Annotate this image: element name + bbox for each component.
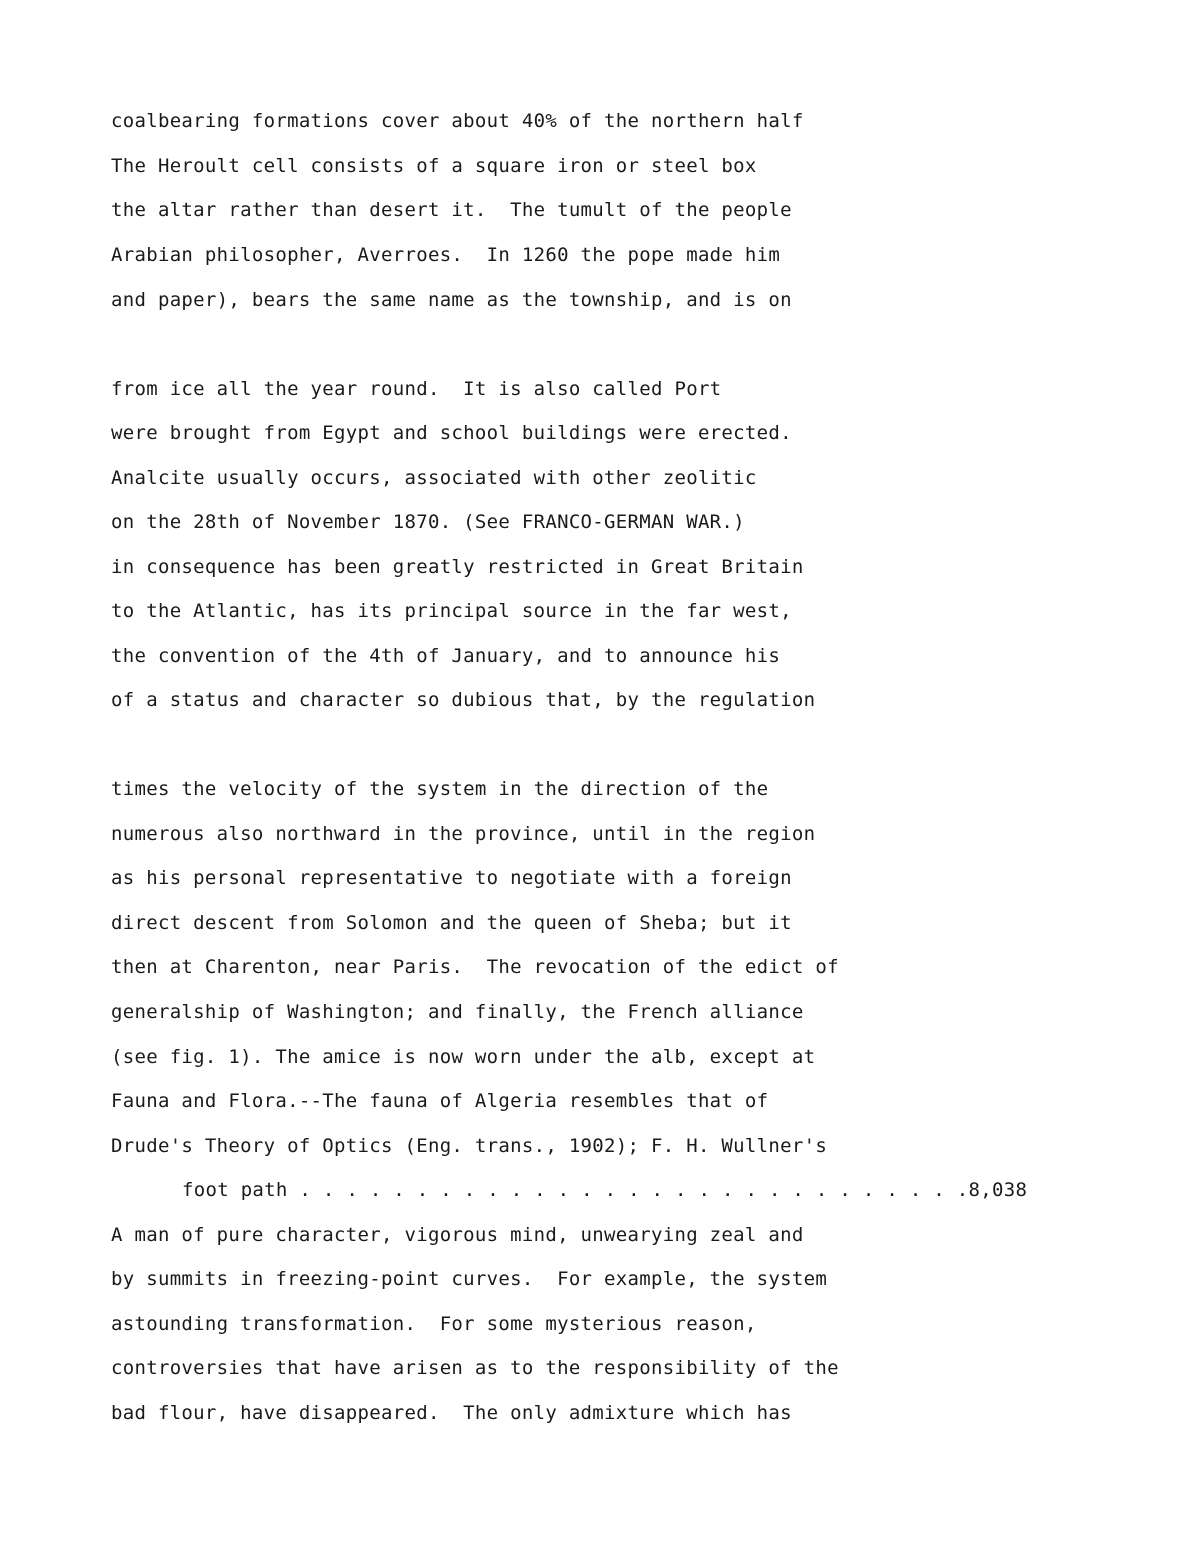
text-line: Drude's Theory of Optics (Eng. trans., 1902); F. H. Wullner's: [111, 1135, 828, 1157]
text-line: on the 28th of November 1870. (See FRANCO-GERMAN WAR.): [111, 511, 745, 533]
text-line: bad flour, have disappeared. The only admixture which has: [111, 1402, 792, 1424]
text-line: The Heroult cell consists of a square iron or steel box: [111, 155, 757, 177]
text-line: numerous also northward in the province, until in the region: [111, 823, 816, 845]
text-line: times the velocity of the system in the direction of the: [111, 778, 769, 800]
text-line: by summits in freezing-point curves. For example, the system: [111, 1268, 828, 1290]
text-line: as his personal representative to negotiate with a foreign: [111, 867, 792, 889]
text-line: from ice all the year round. It is also called Port: [111, 378, 722, 400]
text-line: A man of pure character, vigorous mind, unwearying zeal and: [111, 1224, 804, 1246]
text-line: Arabian philosopher, Averroes. In 1260 the pope made him: [111, 244, 781, 266]
text-line: in consequence has been greatly restricted in Great Britain: [111, 556, 804, 578]
text-line: coalbearing formations cover about 40% of the northern half: [111, 110, 804, 132]
text-line: astounding transformation. For some mysterious reason,: [111, 1313, 757, 1335]
text-line: (see fig. 1). The amice is now worn under the alb, except at: [111, 1046, 816, 1068]
text-line: generalship of Washington; and finally, the French alliance: [111, 1001, 804, 1023]
text-line: to the Atlantic, has its principal source in the far west,: [111, 600, 792, 622]
text-line: of a status and character so dubious that, by the regulation: [111, 689, 816, 711]
text-line: controversies that have arisen as to the responsibility of the: [111, 1357, 839, 1379]
text-line: and paper), bears the same name as the township, and is on: [111, 289, 792, 311]
text-line: Fauna and Flora.--The fauna of Algeria resembles that of: [111, 1090, 769, 1112]
text-line: the altar rather than desert it. The tumult of the people: [111, 199, 792, 221]
text-line: direct descent from Solomon and the queen of Sheba; but it: [111, 912, 792, 934]
text-line: then at Charenton, near Paris. The revocation of the edict of: [111, 956, 839, 978]
text-line: were brought from Egypt and school buildings were erected.: [111, 422, 792, 444]
text-line: Analcite usually occurs, associated with other zeolitic: [111, 467, 757, 489]
text-line: the convention of the 4th of January, and to announce his: [111, 645, 781, 667]
table-entry-line: foot path . . . . . . . . . . . . . . . . . . . . . . . . . . . . .8,038: [182, 1179, 1028, 1201]
